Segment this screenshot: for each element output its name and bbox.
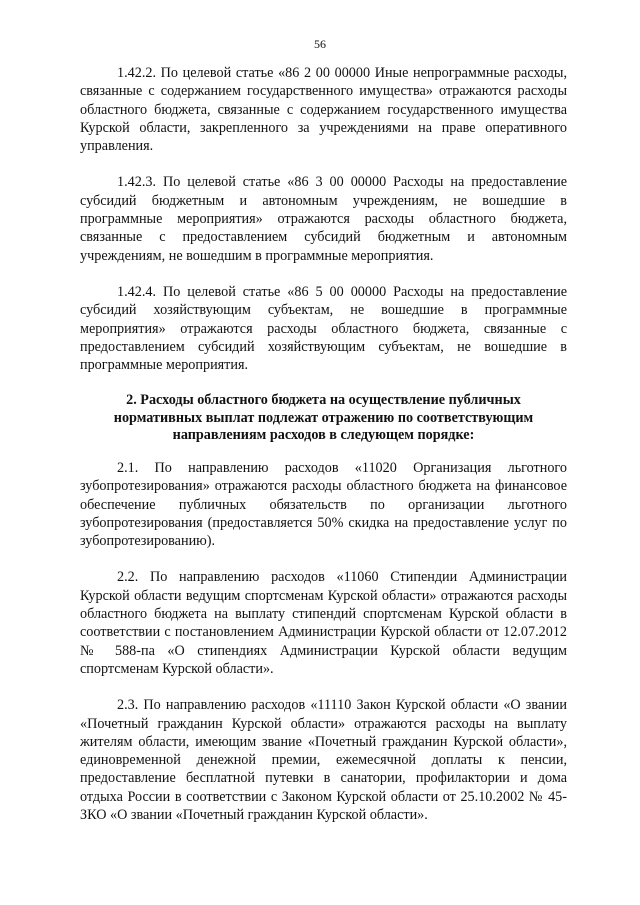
paragraph-1-42-4: 1.42.4. По целевой статье «86 5 00 00000 Расходы на предоставление субсидий хозяйствующим субъектам, не вошедшие в программные мероприятия» отражаются расходы областного бюджета, связанные с предоставлением субсидий хозяйствующим субъектам, не вошедшие в программные мероприятия. [80, 283, 567, 374]
paragraph-1-42-3: 1.42.3. По целевой статье «86 3 00 00000 Расходы на предоставление субсидий бюджетным и автономным учреждениям, не вошедшие в программные мероприятия» отражаются расходы областного бюджета, связанные с предоставлением субсидий бюджетным и автономным учреждениям, не вошедшим в программные мероприятия. [80, 174, 567, 264]
paragraph-1-42-2: 1.42.2. По целевой статье «86 2 00 00000 Иные непрограммные расходы, связанные с содержанием государственного имущества» отражаются расходы областного бюджета, связанные с содержанием государственного имущества Курской области, закрепленного за учреждениями на праве оперативного управления. [80, 65, 567, 155]
page-number: 56 [314, 37, 326, 51]
paragraph-2-2: 2.2. По направлению расходов «11060 Стипендии Администрации Курской области ведущим спортсменам Курской области» отражаются расходы областного бюджета на выплату стипендий спортсменам Курской области в соответствии с постановлением Администрации Курской области от 12.07.2012 № 588-па «О стипендиях Администрации Курской области ведущим спортсменам Курской области». [80, 569, 567, 677]
paragraph-2-3: 2.3. По направлению расходов «11110 Закон Курской области «О звании «Почетный гражданин Курской области» отражаются расходы на выплату жителям области, имеющим звание «Почетный гражданин Курской области», единовременной денежной премии, ежемесячной доплаты к пенсии, предоставление бесплатной путевки в санатории, профилактории и дома отдыха России в соответствии с Законом Курской области от 25.10.2002 № 45-ЗКО «О звании «Почетный гражданин Курской области». [80, 697, 567, 823]
paragraph-2-1: 2.1. По направлению расходов «11020 Организация льготного зубопротезирования» отражаются расходы областного бюджета на финансовое обеспечение публичных обязательств по организации льготного зубопротезирования (предоставляется 50% скидка на предоставление услуг по зубопротезированию). [80, 459, 567, 550]
section-heading: 2. Расходы областного бюджета на осуществление публичных нормативных выплат подлежат отражению по соответствующим направлениям расходов в следующем порядке: [113, 392, 534, 444]
document-body [80, 64, 567, 842]
